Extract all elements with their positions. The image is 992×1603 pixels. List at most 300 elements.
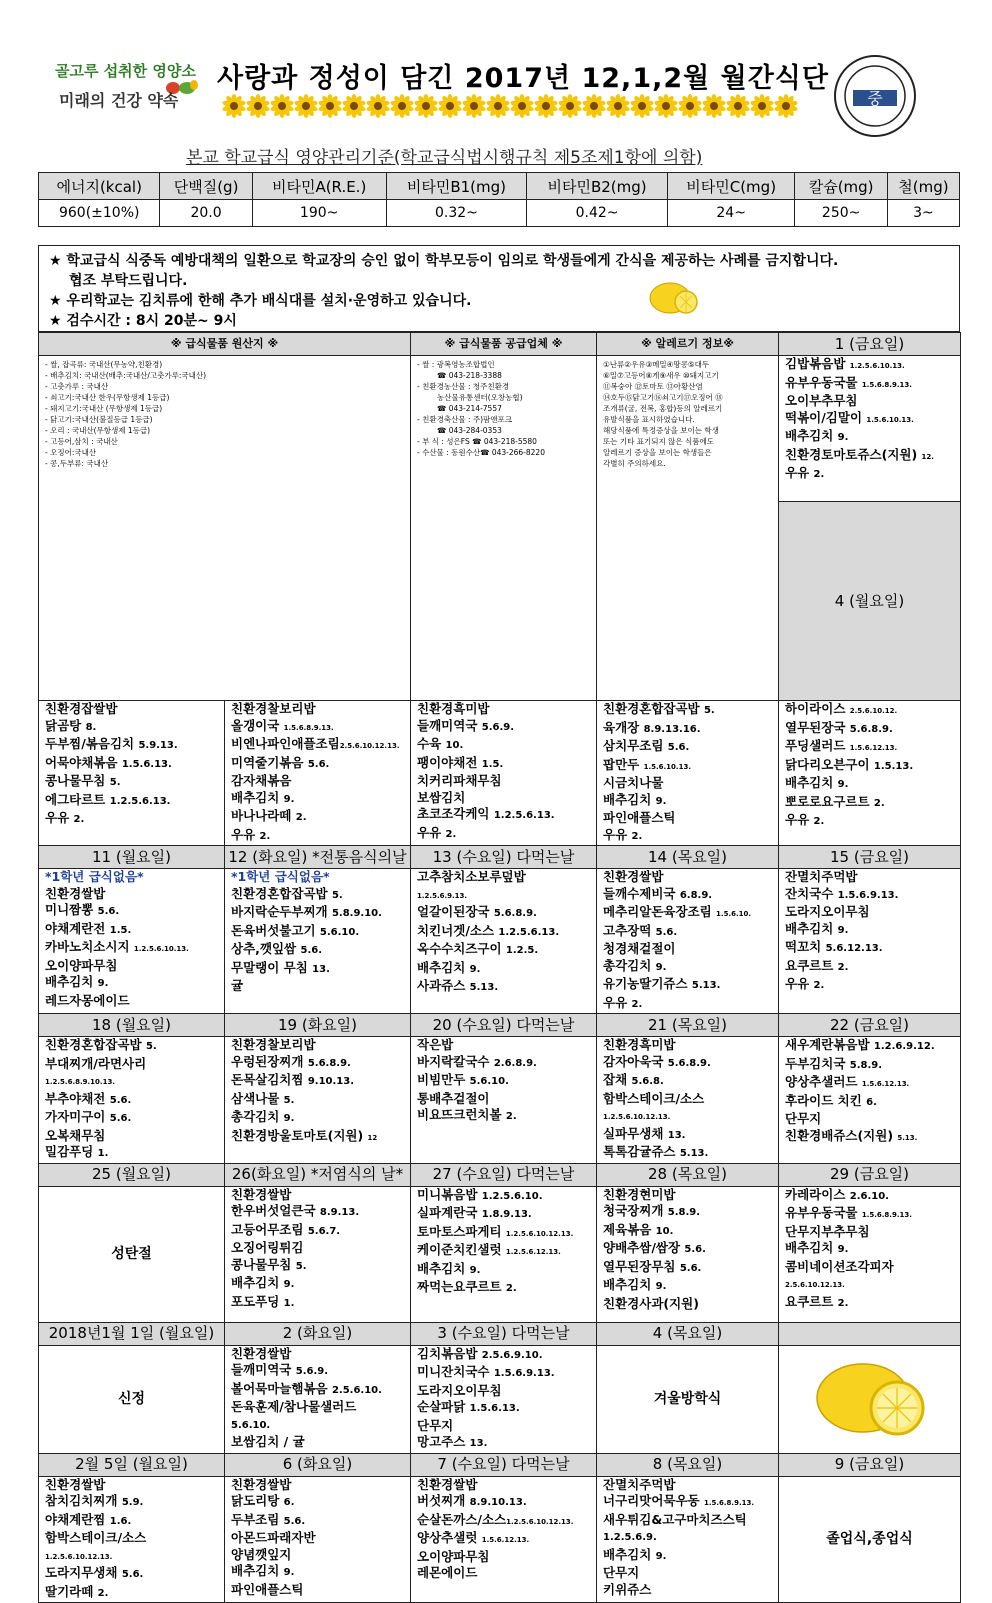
menu-item bbox=[45, 810, 218, 829]
menu-item-name: 열무된장무침 bbox=[603, 1258, 680, 1274]
menu-item bbox=[785, 356, 954, 375]
menu-item bbox=[231, 1362, 404, 1381]
nutrition-header-row bbox=[39, 173, 960, 200]
menu-item bbox=[603, 995, 772, 1014]
menu-item bbox=[417, 1493, 590, 1512]
allergy-codes: 5.6. bbox=[667, 742, 690, 753]
allergy-codes: 1.2.5.6.13. bbox=[109, 795, 171, 807]
menu-item-name: 팽이야채전 bbox=[417, 754, 482, 770]
allergy-line: ⑭호두⑮닭고기⑯쇠고기⑰오징어 ⑱ bbox=[603, 393, 723, 402]
origin-line: - 고춧가루 : 국내산 bbox=[45, 382, 109, 391]
menu-item-name: 친환경쌀밥 bbox=[231, 1345, 292, 1361]
menu-item-name: 망고주스 bbox=[417, 1434, 470, 1449]
menu-item bbox=[603, 720, 772, 739]
menu-item-name: 파인애플스틱 bbox=[231, 1581, 304, 1597]
menu-item bbox=[785, 1093, 954, 1112]
menu-item-name: 청국장찌개 bbox=[603, 1203, 668, 1218]
nutrition-value: 0.42~ bbox=[527, 200, 668, 227]
menu-item bbox=[45, 1512, 218, 1531]
day-header-row bbox=[39, 1163, 961, 1186]
menu-item-name: 콩나물무침 bbox=[45, 773, 110, 788]
menu-item-name: 열무된장국 bbox=[785, 719, 850, 735]
origin-info bbox=[39, 356, 411, 701]
menu-item bbox=[231, 960, 404, 979]
nutrition-value: 20.0 bbox=[160, 200, 252, 227]
day-label: 2월 5일 (월요일) bbox=[39, 1453, 225, 1476]
menu-item-name: 청경채겉절이 bbox=[603, 941, 676, 956]
menu-item-name: 얼갈이된장국 bbox=[417, 904, 494, 919]
menu-item bbox=[785, 794, 954, 813]
day-menu bbox=[39, 1186, 225, 1322]
day-menu bbox=[39, 701, 225, 846]
menu-item bbox=[603, 1144, 772, 1163]
menu-item-name: 우유 bbox=[603, 994, 632, 1010]
day-menu bbox=[225, 869, 411, 1014]
menu-item-name: 오이양파무침 bbox=[417, 1548, 490, 1564]
menu-item-name: 상추,깻잎쌈 bbox=[231, 941, 301, 956]
allergy-codes: 2. bbox=[97, 1587, 109, 1599]
menu-item bbox=[785, 1111, 954, 1128]
allergy-codes: 1.8.9.13. bbox=[481, 1209, 532, 1220]
allergy-codes: 5. bbox=[283, 1094, 295, 1106]
day-label: 20 (수요일) 다먹는날 bbox=[411, 1014, 597, 1037]
allergy-codes: 5.6.7. bbox=[307, 1225, 341, 1237]
menu-item-name: 고추참치소보루덮밥 bbox=[417, 869, 526, 884]
menu-item bbox=[45, 1091, 218, 1110]
day-menu bbox=[779, 1186, 961, 1322]
day-label: 6 (화요일) bbox=[225, 1453, 411, 1476]
menu-row bbox=[39, 1345, 961, 1453]
day-header-row bbox=[39, 846, 961, 869]
day-label: 13 (수요일) 다먹는날 bbox=[411, 846, 597, 869]
menu-item bbox=[417, 1054, 590, 1073]
menu-item bbox=[785, 465, 954, 484]
allergy-codes: 13. bbox=[469, 1438, 488, 1449]
allergy-codes: 2. bbox=[813, 816, 825, 827]
menu-item bbox=[603, 923, 772, 942]
sunflower-icon bbox=[222, 94, 246, 118]
notice-line: ★ 학교급식 식중독 예방대책의 일환으로 학교장의 승인 없이 학부모등이 임의로 학생들에게 간식을 제공하는 사례를 금지합니다. bbox=[49, 253, 839, 269]
menu-item-name: 비요뜨크런치볼 bbox=[417, 1107, 506, 1122]
menu-item bbox=[45, 755, 218, 774]
menu-item-name: 야채계란전 bbox=[45, 920, 110, 936]
nutrition-header: 단백질(g) bbox=[160, 173, 252, 200]
day-menu bbox=[411, 1345, 597, 1453]
sunflower-icon bbox=[510, 94, 534, 118]
menu-item bbox=[603, 1565, 772, 1582]
page-title: 사랑과 정성이 담긴 2017년 12,1,2월 월간식단 bbox=[217, 63, 829, 94]
menu-item bbox=[785, 1205, 954, 1224]
day-menu bbox=[411, 1476, 597, 1603]
menu-item-name: 잔멸치주먹밥 bbox=[603, 1476, 676, 1492]
origin-line: - 오리 : 국내산(무항생제 1등급) bbox=[45, 426, 151, 435]
menu-item bbox=[603, 1277, 772, 1296]
menu-item-name: 배추김치 bbox=[785, 428, 838, 443]
allergy-codes: 5.6. bbox=[109, 1113, 132, 1124]
menu-item-name: 친환경쌀밥 bbox=[45, 885, 106, 901]
menu-item-name: 돈목살김치찜 bbox=[231, 1072, 308, 1087]
menu-item bbox=[417, 806, 590, 825]
day-menu bbox=[225, 1476, 411, 1603]
allergy-codes: 1.2.5.6.10.13. bbox=[849, 362, 905, 370]
day-label: 25 (월요일) bbox=[39, 1163, 225, 1186]
allergy-line: 조개류(굴, 전복, 홍합)등의 알레르기 bbox=[603, 404, 723, 413]
day-label: 7 (수요일) 다먹는날 bbox=[411, 1453, 597, 1476]
menu-item bbox=[785, 757, 954, 776]
sunflower-icon bbox=[534, 94, 558, 118]
menu-item-name: 친환경토마토쥬스(지원) bbox=[785, 446, 922, 462]
sunflower-icon bbox=[630, 94, 654, 118]
menu-item-name: 시금치나물 bbox=[603, 775, 664, 790]
menu-item bbox=[45, 902, 218, 921]
allergy-codes: 1.2.5.6.13. bbox=[493, 810, 555, 821]
menu-row bbox=[39, 1476, 961, 1603]
menu-item-name: 초코조각케익 bbox=[417, 806, 494, 821]
menu-item bbox=[45, 792, 218, 811]
menu-item-name: 요쿠르트 bbox=[785, 957, 838, 973]
allergy-codes: 2. bbox=[445, 828, 457, 840]
menu-item-name: 잡채 bbox=[603, 1072, 632, 1087]
menu-item bbox=[785, 1056, 954, 1075]
nutrition-value: 0.32~ bbox=[386, 200, 527, 227]
menu-item-name: 오복채무침 bbox=[45, 1127, 106, 1143]
day-menu bbox=[225, 1345, 411, 1453]
origin-line: - 고등어,삼치 : 국내산 bbox=[45, 437, 118, 446]
menu-item-name: 두부조림 bbox=[231, 1511, 284, 1527]
menu-item bbox=[785, 375, 954, 394]
allergy-codes: 9. bbox=[469, 963, 481, 975]
origin-header: ※ 급식물품 원산지 ※ bbox=[39, 333, 411, 356]
allergy-codes: 5.6.10. bbox=[319, 926, 360, 938]
day-header-row bbox=[39, 1322, 961, 1345]
menu-item bbox=[417, 1530, 590, 1549]
nutrition-value: 190~ bbox=[252, 200, 386, 227]
menu-item bbox=[417, 1477, 590, 1494]
menu-item bbox=[231, 869, 404, 886]
menu-item bbox=[417, 1399, 590, 1418]
menu-item-name: 친환경흑미밥 bbox=[417, 701, 490, 716]
menu-item-name: 레몬에이드 bbox=[417, 1565, 478, 1580]
allergy-codes: 5. bbox=[331, 889, 343, 901]
menu-item-name: 양배추쌈/쌈장 bbox=[603, 1240, 685, 1255]
menu-item bbox=[603, 1187, 772, 1204]
notice-box bbox=[38, 245, 960, 332]
menu-item bbox=[785, 812, 954, 831]
menu-item-name: 볼어묵마늘햄볶음 bbox=[231, 1380, 332, 1396]
day-header-row bbox=[39, 1014, 961, 1037]
holiday-text: 성탄절 bbox=[111, 1245, 152, 1262]
allergy-codes: 1.5.13. bbox=[873, 760, 914, 772]
menu-item-name: 돈육버섯불고기 bbox=[231, 922, 320, 938]
menu-item-name: 떡꼬치 bbox=[785, 939, 826, 954]
menu-item-name: 뽀로로요구르트 bbox=[785, 793, 874, 809]
origin-line: - 닭고기:국내산(불질등급 1등급) bbox=[45, 415, 153, 424]
menu-item-name: 도라지오이무침 bbox=[785, 904, 870, 919]
menu-item bbox=[45, 993, 218, 1010]
menu-item-name: 들깨수제비국 bbox=[603, 885, 680, 901]
menu-item bbox=[785, 869, 954, 886]
menu-item-name: 비엔나파인애플조림 bbox=[231, 736, 340, 751]
sunflower-icon bbox=[390, 94, 414, 118]
day-menu bbox=[779, 869, 961, 1014]
menu-item bbox=[785, 701, 954, 720]
day-label: 22 (금요일) bbox=[779, 1014, 961, 1037]
menu-item bbox=[603, 1203, 772, 1222]
allergy-codes: 2. bbox=[295, 812, 307, 823]
menu-item bbox=[785, 1240, 954, 1259]
menu-item bbox=[417, 1107, 590, 1126]
allergy-codes: 5. bbox=[703, 705, 715, 716]
menu-item-name: 양념깻잎지 bbox=[231, 1546, 292, 1562]
menu-item-name: 총각김치 bbox=[231, 1109, 284, 1124]
allergy-codes: 5.8.9. bbox=[849, 1059, 883, 1071]
menu-item bbox=[785, 1074, 954, 1093]
menu-item bbox=[231, 718, 404, 737]
menu-item-name: 친환경찰보리밥 bbox=[231, 1037, 316, 1052]
allergy-codes: 1.2.5.6.10.13. bbox=[133, 945, 189, 953]
menu-item-name: 콩나물무침 bbox=[231, 1256, 296, 1272]
day-label: 15 (금요일) bbox=[779, 846, 961, 869]
allergy-line: 해당식품에 특정증상을 보이는 학생 bbox=[603, 426, 719, 435]
menu-item-name: 우유 bbox=[45, 810, 74, 825]
menu-item bbox=[603, 757, 772, 776]
allergy-codes: 5. bbox=[295, 1260, 307, 1272]
day-label bbox=[779, 1322, 961, 1345]
menu-item-name: 김밥볶음밥 bbox=[785, 356, 850, 371]
supplier-header: ※ 급식물품 공급업체 ※ bbox=[411, 333, 597, 356]
menu-item-name: 친환경현미밥 bbox=[603, 1186, 676, 1202]
menu-item bbox=[603, 904, 772, 923]
sunflower-icon bbox=[414, 94, 438, 118]
menu-item bbox=[231, 1563, 404, 1582]
menu-item bbox=[231, 1381, 404, 1400]
nutrition-value: 24~ bbox=[667, 200, 795, 227]
allergy-codes: 5.13. bbox=[691, 980, 721, 991]
menu-item-name: 포도푸딩 bbox=[231, 1293, 284, 1309]
menu-item-name: 배추김치 bbox=[231, 1563, 284, 1578]
sunflower-icon bbox=[438, 94, 462, 118]
menu-item bbox=[785, 1294, 954, 1313]
nutrition-header: 비타민C(mg) bbox=[667, 173, 795, 200]
menu-item bbox=[231, 1493, 404, 1512]
day-menu bbox=[597, 869, 779, 1014]
menu-item-name: 레드자몽에이드 bbox=[45, 992, 130, 1008]
menu-item bbox=[785, 720, 954, 739]
menu-item-name: 삼치무조림 bbox=[603, 738, 668, 753]
menu-item-name: 실파계란국 bbox=[417, 1205, 482, 1220]
menu-item-name: 에그타르트 bbox=[45, 791, 110, 807]
sunflower-icon bbox=[270, 94, 294, 118]
menu-item-name: 야채계란찜 bbox=[45, 1511, 110, 1527]
menu-item-name: 실파무생채 bbox=[603, 1125, 668, 1141]
menu-item bbox=[231, 923, 404, 942]
day-label: 2018년1월 1일 (월요일) bbox=[39, 1322, 225, 1345]
menu-item bbox=[231, 773, 404, 790]
menu-item-name: 들깨미역국 bbox=[417, 717, 482, 733]
allergy-codes: 12 bbox=[367, 1133, 378, 1142]
menu-item-name: 바지락순두부찌개 bbox=[231, 904, 332, 919]
menu-item bbox=[603, 1547, 772, 1566]
allergy-codes: 5.6. bbox=[283, 1515, 306, 1527]
menu-item-name: 유부우동국물 bbox=[785, 1205, 862, 1220]
allergy-codes: 1.5.6.10.13. bbox=[643, 762, 691, 771]
menu-item-name: 부추야채전 bbox=[45, 1090, 110, 1106]
menu-item-name: 메추리알돈육장조림 bbox=[603, 904, 717, 919]
menu-item-name: 우유 bbox=[231, 826, 260, 842]
allergy-codes: 13. bbox=[312, 963, 330, 975]
menu-item bbox=[231, 1037, 404, 1054]
day-label: 18 (월요일) bbox=[39, 1014, 225, 1037]
allergy-codes: 2. bbox=[259, 830, 271, 842]
sunflower-icon bbox=[678, 94, 702, 118]
menu-item bbox=[417, 773, 590, 790]
menu-item-name: 유부우동국물 bbox=[785, 374, 862, 390]
nutrition-header: 비타민A(R.E.) bbox=[252, 173, 386, 200]
menu-item bbox=[417, 978, 590, 997]
menu-item bbox=[785, 886, 954, 905]
sunflower-icon bbox=[702, 94, 726, 118]
menu-item-name: 감자아욱국 bbox=[603, 1053, 668, 1069]
menu-item bbox=[417, 904, 590, 923]
menu-item-name: 비빔만두 bbox=[417, 1072, 470, 1087]
allergy-codes: 1.2.5.6.8.9.10.13. bbox=[45, 1078, 115, 1086]
menu-item bbox=[603, 1037, 772, 1054]
nutrition-header: 에너지(kcal) bbox=[39, 173, 160, 200]
allergy-codes: 5.6.10. bbox=[469, 1076, 509, 1087]
menu-item bbox=[417, 1261, 590, 1280]
allergy-codes: 1.5.6.13. bbox=[469, 1403, 520, 1414]
menu-item-name: 닭도리탕 bbox=[231, 1493, 284, 1508]
day-menu bbox=[39, 869, 225, 1014]
menu-item-name: 우유 bbox=[417, 824, 446, 840]
menu-item-name: 배추김치 bbox=[785, 1240, 838, 1255]
day-menu bbox=[779, 1476, 961, 1603]
day-menu bbox=[39, 1037, 225, 1164]
menu-item-name: 귤 bbox=[231, 978, 244, 993]
allergy-codes: 1.2.5.6.12.13. bbox=[505, 1248, 561, 1256]
allergy-codes: 1.6. bbox=[109, 1515, 132, 1527]
allergy-codes: 1.2.5.6.13. bbox=[498, 926, 560, 938]
allergy-codes: 5. bbox=[145, 1041, 157, 1052]
allergy-codes: 9. bbox=[837, 779, 849, 790]
menu-item bbox=[45, 1477, 218, 1494]
menu-item-name: 배추김치 bbox=[417, 959, 470, 975]
allergy-line: 알레르기 증상을 보이는 학생들은 bbox=[603, 448, 712, 457]
menu-item bbox=[231, 1582, 404, 1599]
menu-item bbox=[785, 1224, 954, 1241]
day-menu bbox=[225, 701, 411, 846]
allergy-codes: 6. bbox=[866, 1096, 877, 1108]
menu-item bbox=[417, 718, 590, 737]
menu-item-name: 배추김치 bbox=[603, 1277, 656, 1292]
supplier-line: ☎ 043-214-7557 bbox=[437, 404, 502, 413]
menu-item-name: 단무지 bbox=[603, 1565, 640, 1580]
menu-item bbox=[45, 886, 218, 903]
allergy-codes: 1.2.5.6.9.13. bbox=[417, 891, 468, 900]
allergy-codes: 9. bbox=[837, 924, 849, 936]
menu-item-name: 유기농딸기쥬스 bbox=[603, 976, 692, 991]
menu-item bbox=[417, 825, 590, 844]
menu-item-name: 감자채볶음 bbox=[231, 773, 292, 788]
menu-item-name: 미역줄기볶음 bbox=[231, 754, 308, 770]
allergy-codes: 2. bbox=[873, 797, 885, 809]
nutrition-header: 칼슘(mg) bbox=[795, 173, 887, 200]
menu-item bbox=[231, 1530, 404, 1547]
day-menu bbox=[779, 1345, 961, 1453]
menu-item bbox=[417, 1279, 590, 1298]
menu-item-name: 함박스테이크/소스 bbox=[45, 1530, 147, 1545]
menu-item bbox=[45, 1109, 218, 1128]
allergy-codes: 2.5.6.10.12. bbox=[849, 707, 898, 715]
allergy-codes: 1.5.6.8.9.13. bbox=[703, 1499, 755, 1507]
menu-item bbox=[785, 1259, 954, 1276]
menu-item-name: 친환경쌀밥 bbox=[231, 1476, 292, 1492]
allergy-codes: 9. bbox=[283, 1279, 295, 1290]
menu-item bbox=[45, 1584, 218, 1603]
menu-item-name: 가자미구이 bbox=[45, 1109, 110, 1124]
menu-item bbox=[417, 886, 590, 905]
allergy-codes: 5.6. bbox=[300, 945, 322, 956]
menu-item-name: 올갱이국 bbox=[231, 717, 284, 733]
allergy-codes: 1.2.5. bbox=[505, 945, 539, 956]
origin-line: - 돼지고기:국내산 (무항생제 1등급) bbox=[45, 404, 163, 413]
allergy-codes: 1.2.5.6.9. bbox=[603, 1532, 657, 1543]
allergy-line: ⑥밀⑦고등어⑧게⑨새우 ⑩돼지고기 bbox=[603, 371, 719, 380]
allergy-codes: 2. bbox=[837, 1297, 849, 1309]
sunflower-icon bbox=[294, 94, 318, 118]
allergy-codes: 1.2.5.6.10. bbox=[481, 1190, 543, 1202]
nutrition-header: 철(mg) bbox=[887, 173, 959, 200]
menu-item bbox=[45, 1493, 218, 1512]
menu-item-name: 오이부추무침 bbox=[785, 393, 858, 408]
menu-item bbox=[417, 1549, 590, 1566]
menu-item bbox=[231, 941, 404, 960]
allergy-codes: 2.6.8.9. bbox=[493, 1057, 537, 1069]
menu-item bbox=[785, 939, 954, 958]
allergy-codes: 1.5.6.10. bbox=[716, 910, 752, 918]
day-label: 9 (금요일) bbox=[779, 1453, 961, 1476]
allergy-codes: 9. bbox=[655, 1281, 667, 1292]
day-menu bbox=[411, 701, 597, 846]
sunflower-icon bbox=[246, 94, 270, 118]
menu-item bbox=[231, 1294, 404, 1313]
menu-item bbox=[603, 941, 772, 958]
menu-item bbox=[417, 1091, 590, 1108]
allergy-codes: 1.2.5.6.10.12.13. bbox=[603, 1113, 671, 1121]
menu-item bbox=[417, 1224, 590, 1243]
allergy-codes: 5.6.8.9. bbox=[493, 908, 537, 919]
notice-line: ★ 검수시간 : 8시 20분~ 9시 bbox=[49, 313, 237, 329]
logo-slogan: 골고루 섭취한 영양소 bbox=[55, 62, 196, 80]
menu-item-name: 아몬드파래자반 bbox=[231, 1530, 316, 1545]
menu-item bbox=[785, 393, 954, 410]
allergy-codes: 2. bbox=[631, 830, 643, 842]
menu-item bbox=[417, 1242, 590, 1261]
allergy-codes: 5.13. bbox=[469, 982, 499, 993]
notice-line: ★ 우리학교는 김치류에 한해 추가 배식대를 설치·운영하고 있습니다. bbox=[49, 293, 472, 309]
menu-item bbox=[417, 1037, 590, 1054]
sunflower-row bbox=[222, 94, 798, 118]
logo bbox=[55, 60, 205, 120]
sunflower-icon bbox=[318, 94, 342, 118]
menu-item bbox=[231, 1240, 404, 1257]
day-menu bbox=[597, 1186, 779, 1322]
menu-item-name: 떡볶이/김말이 bbox=[785, 409, 867, 425]
allergy-codes: 9. bbox=[97, 978, 109, 989]
allergy-codes: 1. bbox=[97, 1148, 109, 1159]
allergy-codes: 9. bbox=[655, 961, 667, 973]
allergy-codes: 5.6.8.9. bbox=[667, 1057, 711, 1069]
